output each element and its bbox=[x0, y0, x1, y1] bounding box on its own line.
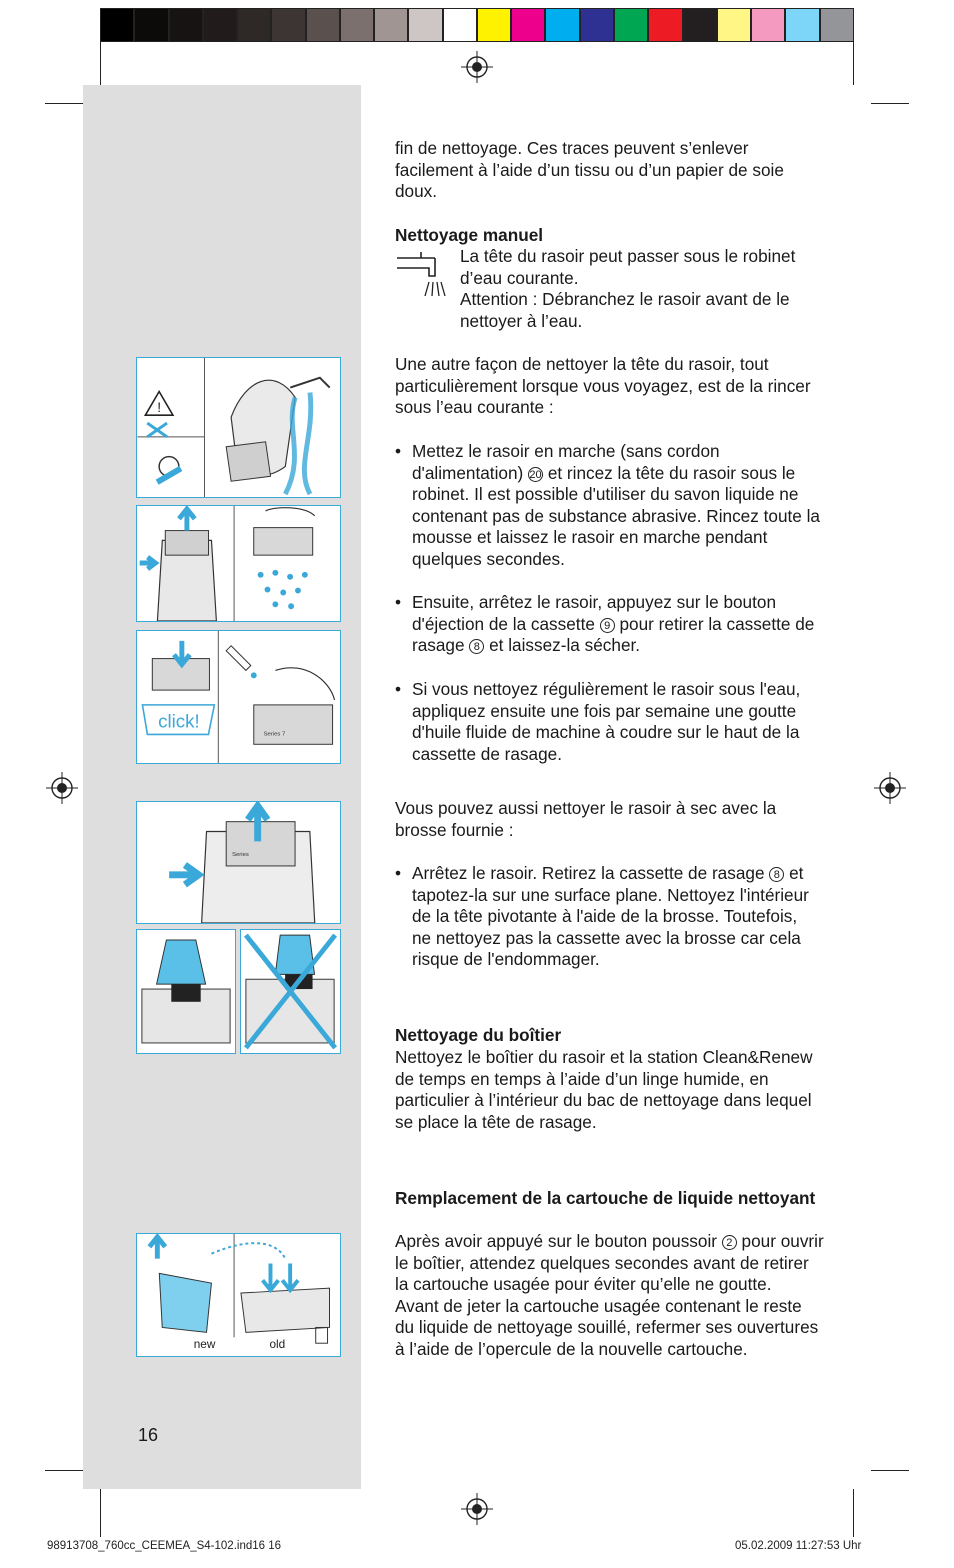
manual-cleaning-line1: La tête du rasoir peut passer sous le robinet d’eau courante. bbox=[460, 246, 796, 288]
crop-mark bbox=[100, 1489, 101, 1537]
bullet-dot: • bbox=[395, 592, 402, 612]
color-swatch bbox=[169, 8, 203, 42]
color-swatch bbox=[340, 8, 374, 42]
figure-brush-cassette-forbidden bbox=[240, 929, 341, 1054]
color-swatch bbox=[751, 8, 785, 42]
color-swatch bbox=[306, 8, 340, 42]
alternative-paragraph: Une autre façon de nettoyer la tête du rasoir, tout particulièrement lorsque vous voyagez, est de la rincer sous l’eau courante : bbox=[395, 354, 811, 418]
bullet-rinse-a: Mettez le rasoir en marche (sans cordon d'alimentation) bbox=[412, 441, 720, 483]
bullet-oil-text: Si vous nettoyez régulièrement le rasoir sous l'eau, appliquez ensuite une fois par semaine une goutte d'huile fluide de machine à coudre sur le haut de la cassette de rasage. bbox=[412, 679, 801, 764]
series-label-short: Series bbox=[232, 852, 249, 859]
color-swatch bbox=[374, 8, 408, 42]
ref-number-9: 9 bbox=[600, 618, 615, 633]
cartridge-p1a: Après avoir appuyé sur le bouton poussoir bbox=[395, 1231, 717, 1251]
figure-rinse-under-tap bbox=[136, 357, 341, 498]
manual-cleaning-heading: Nettoyage manuel bbox=[395, 225, 544, 245]
bullet-eject-a: Ensuite, arrêtez le rasoir, appuyez sur le bouton d'éjection de la cassette bbox=[412, 592, 777, 634]
footer-file-info: 98913708_760cc_CEEMEA_S4-102.ind16 16 bbox=[47, 1540, 282, 1552]
cartridge-p1b: pour ouvrir le boîtier, attendez quelques secondes avant de retirer la cartouche usagée pour éviter qu’elle ne goutte. bbox=[395, 1231, 824, 1295]
svg-text:!: ! bbox=[157, 400, 162, 416]
crop-mark bbox=[45, 1470, 83, 1471]
crop-mark bbox=[853, 35, 854, 85]
color-swatch bbox=[100, 8, 134, 42]
bullet-dry-a: Arrêtez le rasoir. Retirez la cassette de rasage bbox=[412, 863, 765, 883]
registration-mark-bottom bbox=[461, 1493, 493, 1525]
color-swatch bbox=[477, 8, 511, 42]
color-swatch bbox=[648, 8, 682, 42]
color-swatch bbox=[785, 8, 819, 42]
bullet-eject-b: pour retirer la cassette de rasage bbox=[412, 613, 815, 656]
figure-oil-and-click bbox=[136, 630, 341, 764]
color-swatch bbox=[545, 8, 579, 42]
cartridge-heading: Remplacement de la cartouche de liquide nettoyant bbox=[395, 1188, 816, 1208]
crop-mark bbox=[100, 35, 101, 85]
manual-cleaning-line2: Attention : Débranchez le rasoir avant de le nettoyer à l’eau. bbox=[460, 289, 790, 331]
trash-icon bbox=[316, 1327, 328, 1343]
bullet-dot: • bbox=[395, 863, 402, 883]
figure-brush-head bbox=[136, 929, 236, 1054]
old-label: old bbox=[269, 1337, 286, 1352]
bullet-rinse-b: et rincez la tête du rasoir sous le robinet. Il est possible d'utiliser du savon liquide ne contenant pas de substance abrasive. Rincez toute la mousse et laissez le rasoir en marche pendant quelques secondes. bbox=[412, 462, 820, 569]
ref-number-2: 2 bbox=[722, 1235, 737, 1250]
print-color-bar bbox=[100, 8, 854, 42]
intro-paragraph: fin de nettoyage. Ces traces peuvent s’enlever facilement à l’aide d’un tissu ou d’un papier de soie doux. bbox=[395, 138, 784, 202]
color-swatch bbox=[443, 8, 477, 42]
crop-mark bbox=[853, 1489, 854, 1537]
ref-number-8: 8 bbox=[769, 867, 784, 882]
housing-text: Nettoyez le boîtier du rasoir et la station Clean&Renew de temps en temps à l’aide d’un linge humide, en particulier à l’intérieur du bac de nettoyage dans lequel se place la tête de rasage. bbox=[395, 1047, 813, 1132]
color-swatch bbox=[717, 8, 751, 42]
new-label: new bbox=[193, 1337, 216, 1352]
figure-eject-cassette bbox=[136, 505, 341, 622]
bullet-dry-b: et tapotez-la sur une surface plane. Nettoyez l'intérieur de la tête pivotante à l'aide de la brosse. Toutefois, ne nettoyez pas la cassette avec la brosse car cela risque de l'endommager. bbox=[412, 863, 809, 970]
click-label: click! bbox=[158, 710, 200, 732]
ref-number-20: 20 bbox=[529, 468, 542, 481]
color-swatch bbox=[820, 8, 854, 42]
color-swatch bbox=[511, 8, 545, 42]
crop-mark bbox=[45, 103, 83, 104]
bullet-eject-c: et laissez-la sécher. bbox=[489, 635, 641, 656]
color-swatch bbox=[271, 8, 305, 42]
cartridge-p2: Avant de jeter la cartouche usagée contenant le reste du liquide de nettoyage souillé, refermer ses ouvertures à l’aide de l’opercule de la nouvelle cartouche. bbox=[395, 1295, 819, 1359]
figure-remove-cassette bbox=[136, 801, 341, 924]
series-label: Series 7 bbox=[263, 731, 286, 738]
page-number: 16 bbox=[138, 1425, 159, 1445]
color-swatch bbox=[580, 8, 614, 42]
manual-cleaning-text bbox=[460, 246, 825, 332]
color-swatch bbox=[203, 8, 237, 42]
bullet-dot: • bbox=[395, 441, 402, 461]
color-swatch bbox=[408, 8, 442, 42]
color-swatch bbox=[683, 8, 717, 42]
bullet-dot: • bbox=[395, 679, 402, 699]
cartridge-text bbox=[395, 1231, 825, 1361]
crop-mark bbox=[871, 103, 909, 104]
dry-cleaning-paragraph: Vous pouvez aussi nettoyer le rasoir à sec avec la brosse fournie : bbox=[395, 798, 777, 840]
registration-mark-top bbox=[461, 51, 493, 83]
faucet-icon bbox=[395, 250, 447, 300]
footer-timestamp: 05.02.2009 11:27:53 Uhr bbox=[735, 1540, 862, 1552]
registration-mark-left bbox=[46, 772, 78, 804]
color-swatch bbox=[237, 8, 271, 42]
figure-cartridge-replacement bbox=[136, 1233, 341, 1357]
ref-number-8: 8 bbox=[469, 639, 484, 654]
registration-mark-right bbox=[874, 772, 906, 804]
color-swatch bbox=[614, 8, 648, 42]
housing-heading: Nettoyage du boîtier bbox=[395, 1025, 562, 1045]
color-swatch bbox=[134, 8, 168, 42]
crop-mark bbox=[871, 1470, 909, 1471]
